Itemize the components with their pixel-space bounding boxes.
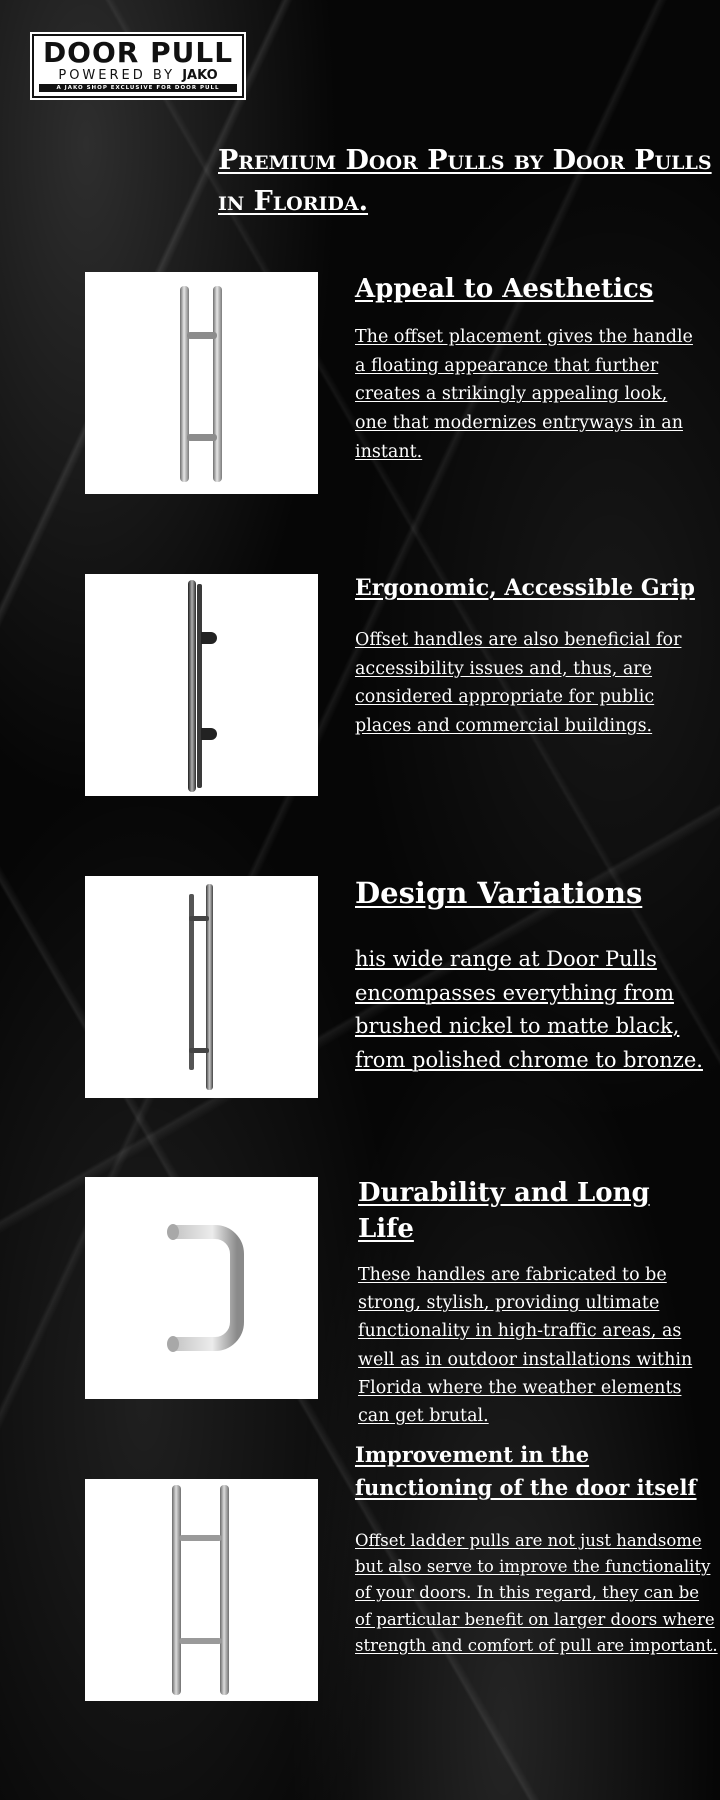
logo-sub-brand: JAKO [182,68,218,83]
feature-body: his wide range at Door Pulls encompasses everything from brushed nickel to matte black, from polished chrome to bronze. [355,947,703,1072]
feature-body: The offset placement gives the handle a floating appearance that further creates a strikingly appealing look, one that modernizes entryways in an instant. [355,327,693,462]
feature-title: Improvement in the functioning of the door itself [355,1442,697,1500]
feature-title: Appeal to Aesthetics [355,274,654,304]
offset-pull-side-view-icon [85,574,318,796]
feature-functioning [355,1438,720,1659]
logo-powered-by [34,68,242,84]
feature-image-ergonomic [85,574,318,796]
feature-image-aesthetics [85,272,318,494]
door-pull-logo[interactable] [32,34,244,98]
feature-title: Ergonomic, Accessible Grip [355,575,695,601]
ladder-pull-icon [85,1479,318,1701]
logo-sub-prefix: POWERED BY [58,68,176,83]
feature-image-design [85,876,318,1098]
logo-tagline: A JAKO SHOP EXCLUSIVE FOR DOOR PULL [39,84,237,92]
feature-durability [358,1175,713,1430]
feature-aesthetics [355,271,695,467]
d-shaped-pull-icon [85,1177,318,1399]
page-title: Premium Door Pulls by Door Pulls in Florida. [218,145,712,217]
feature-image-durability [85,1177,318,1399]
logo-main-text: DOOR PULL [42,36,234,69]
feature-body: Offset ladder pulls are not just handsome but also serve to improve the functionality of your doors. In this regard, they can be of particular benefit on larger doors where strength and comfort of pull are important. [355,1531,718,1655]
single-offset-pull-icon [85,876,318,1098]
feature-title: Design Variations [355,876,643,910]
feature-image-functioning [85,1479,318,1701]
feature-title: Durability and Long Life [358,1178,650,1244]
feature-body: Offset handles are also beneficial for accessibility issues and, thus, are considered appropriate for public places and commercial buildings. [355,630,682,737]
feature-design [355,873,720,1077]
feature-body: These handles are fabricated to be strong, stylish, providing ultimate functionality in high-traffic areas, as well as in outdoor installations within Florida where the weather elements can get brutal. [358,1265,693,1427]
feature-ergonomic [355,571,695,741]
offset-ladder-pull-icon [85,272,318,494]
